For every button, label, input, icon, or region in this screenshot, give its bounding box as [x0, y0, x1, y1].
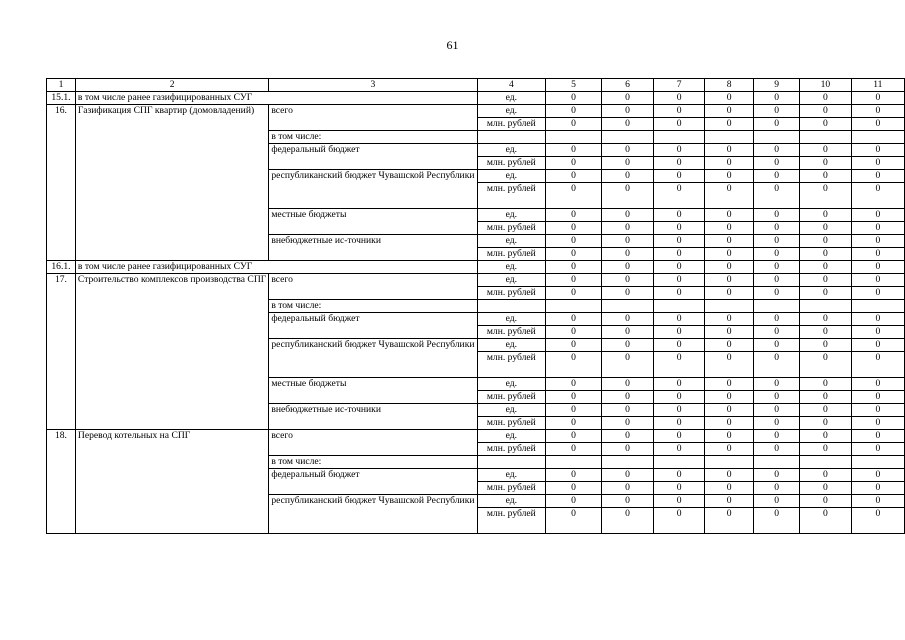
value-cell: 0: [851, 235, 904, 248]
row-number: 16.1.: [47, 261, 76, 274]
value-cell: 0: [754, 495, 800, 508]
value-cell: 0: [705, 144, 754, 157]
source-cell: местные бюджеты: [269, 378, 477, 404]
value-cell: 0: [754, 430, 800, 443]
source-cell: федеральный бюджет: [269, 144, 477, 170]
row-name: в том числе ранее газифицированных СУГ: [75, 261, 477, 274]
value-cell: 0: [601, 430, 653, 443]
unit-cell: млн. рублей: [477, 157, 546, 170]
value-cell: 0: [754, 118, 800, 131]
value-cell: 0: [654, 352, 705, 378]
value-cell: 0: [851, 183, 904, 209]
column-header: 11: [851, 79, 904, 92]
value-cell: 0: [800, 144, 852, 157]
value-cell: 0: [654, 495, 705, 508]
value-cell: 0: [601, 313, 653, 326]
value-cell: 0: [546, 391, 602, 404]
value-cell: 0: [546, 209, 602, 222]
value-cell: 0: [546, 144, 602, 157]
unit-cell: ед.: [477, 235, 546, 248]
value-cell: 0: [654, 326, 705, 339]
value-cell: 0: [754, 508, 800, 534]
value-cell: 0: [654, 183, 705, 209]
value-cell: 0: [546, 378, 602, 391]
unit-cell: [477, 131, 546, 144]
value-cell: 0: [851, 274, 904, 287]
unit-cell: млн. рублей: [477, 352, 546, 378]
value-cell: 0: [851, 118, 904, 131]
value-cell: [851, 300, 904, 313]
value-cell: 0: [800, 430, 852, 443]
value-cell: 0: [754, 443, 800, 456]
source-cell: в том числе:: [269, 456, 477, 469]
column-header: 1: [47, 79, 76, 92]
value-cell: 0: [601, 417, 653, 430]
value-cell: 0: [601, 287, 653, 300]
value-cell: 0: [705, 105, 754, 118]
value-cell: [705, 131, 754, 144]
value-cell: 0: [800, 352, 852, 378]
value-cell: 0: [601, 378, 653, 391]
unit-cell: ед.: [477, 430, 546, 443]
value-cell: [546, 300, 602, 313]
value-cell: 0: [851, 378, 904, 391]
column-header: 4: [477, 79, 546, 92]
value-cell: 0: [546, 157, 602, 170]
value-cell: 0: [546, 430, 602, 443]
value-cell: 0: [800, 482, 852, 495]
value-cell: [705, 456, 754, 469]
value-cell: 0: [800, 391, 852, 404]
value-cell: 0: [800, 235, 852, 248]
value-cell: 0: [800, 183, 852, 209]
value-cell: 0: [800, 313, 852, 326]
value-cell: 0: [601, 482, 653, 495]
value-cell: 0: [800, 222, 852, 235]
value-cell: 0: [851, 430, 904, 443]
value-cell: 0: [705, 222, 754, 235]
value-cell: 0: [546, 105, 602, 118]
value-cell: [754, 131, 800, 144]
value-cell: 0: [754, 209, 800, 222]
source-cell: всего: [269, 430, 477, 456]
value-cell: 0: [851, 417, 904, 430]
value-cell: 0: [601, 157, 653, 170]
column-header: 2: [75, 79, 268, 92]
value-cell: 0: [800, 118, 852, 131]
value-cell: 0: [601, 469, 653, 482]
value-cell: 0: [654, 105, 705, 118]
value-cell: 0: [546, 443, 602, 456]
value-cell: 0: [705, 443, 754, 456]
value-cell: 0: [851, 209, 904, 222]
value-cell: 0: [546, 404, 602, 417]
source-cell: всего: [269, 274, 477, 300]
unit-cell: млн. рублей: [477, 326, 546, 339]
value-cell: 0: [705, 352, 754, 378]
value-cell: 0: [601, 261, 653, 274]
value-cell: 0: [654, 157, 705, 170]
value-cell: 0: [601, 339, 653, 352]
value-cell: 0: [800, 261, 852, 274]
value-cell: 0: [705, 248, 754, 261]
value-cell: 0: [705, 235, 754, 248]
value-cell: 0: [705, 378, 754, 391]
value-cell: [705, 300, 754, 313]
value-cell: 0: [754, 105, 800, 118]
source-cell: внебюджетные ис-точники: [269, 404, 477, 430]
value-cell: 0: [601, 508, 653, 534]
table-row: [47, 274, 905, 287]
unit-cell: млн. рублей: [477, 248, 546, 261]
unit-cell: млн. рублей: [477, 508, 546, 534]
value-cell: 0: [800, 209, 852, 222]
value-cell: 0: [705, 495, 754, 508]
value-cell: 0: [851, 261, 904, 274]
value-cell: 0: [654, 235, 705, 248]
source-cell: республиканский бюджет Чувашской Республики: [269, 339, 477, 378]
value-cell: 0: [754, 183, 800, 209]
unit-cell: ед.: [477, 92, 546, 105]
unit-cell: ед.: [477, 404, 546, 417]
row-name: в том числе ранее газифицированных СУГ: [75, 92, 477, 105]
value-cell: 0: [601, 391, 653, 404]
value-cell: 0: [800, 170, 852, 183]
value-cell: 0: [754, 339, 800, 352]
value-cell: 0: [654, 443, 705, 456]
column-header: 5: [546, 79, 602, 92]
value-cell: 0: [754, 274, 800, 287]
value-cell: 0: [705, 157, 754, 170]
value-cell: 0: [800, 417, 852, 430]
unit-cell: ед.: [477, 495, 546, 508]
value-cell: 0: [654, 482, 705, 495]
value-cell: 0: [754, 92, 800, 105]
value-cell: 0: [654, 417, 705, 430]
value-cell: [654, 300, 705, 313]
value-cell: 0: [851, 326, 904, 339]
column-header: 3: [269, 79, 477, 92]
value-cell: 0: [654, 430, 705, 443]
source-cell: всего: [269, 105, 477, 131]
value-cell: 0: [705, 326, 754, 339]
row-number: 17.: [47, 274, 76, 430]
value-cell: 0: [654, 378, 705, 391]
value-cell: 0: [654, 261, 705, 274]
value-cell: 0: [654, 287, 705, 300]
unit-cell: [477, 300, 546, 313]
value-cell: [654, 131, 705, 144]
source-cell: в том числе:: [269, 131, 477, 144]
table-row: [47, 261, 905, 274]
column-header: 9: [754, 79, 800, 92]
unit-cell: ед.: [477, 274, 546, 287]
source-cell: местные бюджеты: [269, 209, 477, 235]
value-cell: 0: [705, 261, 754, 274]
value-cell: [800, 131, 852, 144]
row-name: Перевод котельных на СПГ: [75, 430, 268, 534]
value-cell: 0: [601, 235, 653, 248]
page-number: 61: [446, 38, 459, 52]
value-cell: 0: [754, 469, 800, 482]
value-cell: 0: [851, 443, 904, 456]
value-cell: 0: [546, 92, 602, 105]
value-cell: [851, 131, 904, 144]
value-cell: 0: [851, 482, 904, 495]
value-cell: 0: [705, 430, 754, 443]
value-cell: 0: [800, 92, 852, 105]
value-cell: [754, 456, 800, 469]
unit-cell: ед.: [477, 469, 546, 482]
value-cell: 0: [754, 391, 800, 404]
value-cell: 0: [851, 222, 904, 235]
value-cell: 0: [654, 222, 705, 235]
value-cell: 0: [546, 287, 602, 300]
source-cell: федеральный бюджет: [269, 469, 477, 495]
value-cell: 0: [654, 339, 705, 352]
value-cell: 0: [705, 469, 754, 482]
value-cell: 0: [851, 313, 904, 326]
value-cell: 0: [851, 287, 904, 300]
table-row: [47, 430, 905, 443]
value-cell: 0: [601, 105, 653, 118]
value-cell: 0: [601, 118, 653, 131]
value-cell: 0: [601, 495, 653, 508]
table-row: [47, 92, 905, 105]
value-cell: 0: [546, 469, 602, 482]
unit-cell: млн. рублей: [477, 417, 546, 430]
value-cell: [601, 456, 653, 469]
value-cell: 0: [800, 248, 852, 261]
value-cell: 0: [851, 495, 904, 508]
value-cell: 0: [851, 144, 904, 157]
value-cell: 0: [601, 443, 653, 456]
unit-cell: ед.: [477, 261, 546, 274]
value-cell: 0: [546, 352, 602, 378]
value-cell: 0: [546, 274, 602, 287]
value-cell: 0: [800, 326, 852, 339]
value-cell: 0: [754, 417, 800, 430]
value-cell: 0: [754, 378, 800, 391]
value-cell: 0: [754, 287, 800, 300]
unit-cell: млн. рублей: [477, 443, 546, 456]
unit-cell: млн. рублей: [477, 118, 546, 131]
value-cell: 0: [546, 170, 602, 183]
value-cell: 0: [851, 469, 904, 482]
source-cell: республиканский бюджет Чувашской Республики: [269, 495, 477, 534]
unit-cell: ед.: [477, 209, 546, 222]
value-cell: [800, 300, 852, 313]
value-cell: 0: [800, 404, 852, 417]
value-cell: 0: [754, 326, 800, 339]
unit-cell: млн. рублей: [477, 222, 546, 235]
value-cell: 0: [800, 105, 852, 118]
value-cell: 0: [705, 404, 754, 417]
value-cell: 0: [851, 404, 904, 417]
value-cell: [601, 300, 653, 313]
value-cell: 0: [654, 508, 705, 534]
value-cell: [754, 300, 800, 313]
value-cell: 0: [800, 378, 852, 391]
value-cell: 0: [546, 118, 602, 131]
value-cell: 0: [800, 495, 852, 508]
value-cell: 0: [851, 105, 904, 118]
value-cell: 0: [654, 144, 705, 157]
value-cell: 0: [851, 248, 904, 261]
value-cell: 0: [851, 508, 904, 534]
column-header: 8: [705, 79, 754, 92]
value-cell: 0: [754, 248, 800, 261]
table-body: [47, 79, 905, 534]
value-cell: 0: [601, 222, 653, 235]
value-cell: 0: [654, 391, 705, 404]
value-cell: 0: [546, 417, 602, 430]
unit-cell: млн. рублей: [477, 287, 546, 300]
value-cell: 0: [754, 235, 800, 248]
source-cell: федеральный бюджет: [269, 313, 477, 339]
value-cell: 0: [705, 287, 754, 300]
value-cell: 0: [654, 404, 705, 417]
value-cell: 0: [601, 404, 653, 417]
value-cell: 0: [705, 170, 754, 183]
value-cell: 0: [705, 339, 754, 352]
value-cell: 0: [851, 339, 904, 352]
value-cell: [601, 131, 653, 144]
value-cell: 0: [754, 404, 800, 417]
column-header: 6: [601, 79, 653, 92]
value-cell: 0: [546, 339, 602, 352]
value-cell: 0: [851, 391, 904, 404]
value-cell: 0: [800, 469, 852, 482]
value-cell: 0: [800, 274, 852, 287]
data-table: [46, 78, 905, 534]
value-cell: 0: [705, 92, 754, 105]
value-cell: 0: [546, 495, 602, 508]
value-cell: 0: [654, 469, 705, 482]
row-number: 16.: [47, 105, 76, 261]
value-cell: 0: [851, 170, 904, 183]
value-cell: [851, 456, 904, 469]
unit-cell: млн. рублей: [477, 482, 546, 495]
unit-cell: млн. рублей: [477, 391, 546, 404]
value-cell: 0: [546, 222, 602, 235]
value-cell: 0: [546, 235, 602, 248]
value-cell: 0: [754, 222, 800, 235]
value-cell: [546, 131, 602, 144]
unit-cell: ед.: [477, 105, 546, 118]
value-cell: 0: [546, 261, 602, 274]
value-cell: 0: [546, 482, 602, 495]
source-cell: в том числе:: [269, 300, 477, 313]
value-cell: 0: [546, 326, 602, 339]
unit-cell: ед.: [477, 339, 546, 352]
row-number: 15.1.: [47, 92, 76, 105]
value-cell: 0: [705, 508, 754, 534]
value-cell: 0: [851, 157, 904, 170]
value-cell: 0: [601, 144, 653, 157]
value-cell: 0: [800, 443, 852, 456]
value-cell: 0: [754, 157, 800, 170]
value-cell: [654, 456, 705, 469]
value-cell: 0: [800, 508, 852, 534]
value-cell: 0: [705, 482, 754, 495]
value-cell: 0: [800, 287, 852, 300]
value-cell: 0: [601, 326, 653, 339]
value-cell: 0: [601, 352, 653, 378]
value-cell: 0: [654, 209, 705, 222]
value-cell: 0: [705, 274, 754, 287]
value-cell: 0: [705, 417, 754, 430]
value-cell: 0: [705, 183, 754, 209]
value-cell: [546, 456, 602, 469]
column-header: 10: [800, 79, 852, 92]
value-cell: 0: [754, 482, 800, 495]
unit-cell: [477, 456, 546, 469]
source-cell: внебюджетные ис-точники: [269, 235, 477, 261]
value-cell: [800, 456, 852, 469]
value-cell: 0: [654, 92, 705, 105]
value-cell: 0: [851, 352, 904, 378]
unit-cell: ед.: [477, 313, 546, 326]
value-cell: 0: [546, 508, 602, 534]
table-row: [47, 105, 905, 118]
row-name: Газификация СПГ квартир (домовладений): [75, 105, 268, 261]
value-cell: 0: [601, 274, 653, 287]
value-cell: 0: [800, 339, 852, 352]
value-cell: 0: [654, 313, 705, 326]
value-cell: 0: [654, 170, 705, 183]
value-cell: 0: [705, 313, 754, 326]
column-header: 7: [654, 79, 705, 92]
value-cell: 0: [705, 209, 754, 222]
value-cell: 0: [754, 170, 800, 183]
value-cell: 0: [851, 92, 904, 105]
value-cell: 0: [754, 261, 800, 274]
value-cell: 0: [654, 274, 705, 287]
row-name: Строительство комплексов производства СПГ: [75, 274, 268, 430]
header-row: [47, 79, 905, 92]
unit-cell: ед.: [477, 144, 546, 157]
value-cell: 0: [654, 118, 705, 131]
value-cell: 0: [601, 209, 653, 222]
unit-cell: ед.: [477, 378, 546, 391]
unit-cell: млн. рублей: [477, 183, 546, 209]
value-cell: 0: [546, 248, 602, 261]
value-cell: 0: [601, 248, 653, 261]
value-cell: 0: [754, 313, 800, 326]
value-cell: 0: [800, 157, 852, 170]
value-cell: 0: [601, 183, 653, 209]
value-cell: 0: [546, 183, 602, 209]
value-cell: 0: [601, 170, 653, 183]
value-cell: 0: [654, 248, 705, 261]
value-cell: 0: [546, 313, 602, 326]
unit-cell: ед.: [477, 170, 546, 183]
value-cell: 0: [705, 391, 754, 404]
source-cell: республиканский бюджет Чувашской Республики: [269, 170, 477, 209]
value-cell: 0: [705, 118, 754, 131]
value-cell: 0: [754, 144, 800, 157]
value-cell: 0: [754, 352, 800, 378]
value-cell: 0: [601, 92, 653, 105]
row-number: 18.: [47, 430, 76, 534]
